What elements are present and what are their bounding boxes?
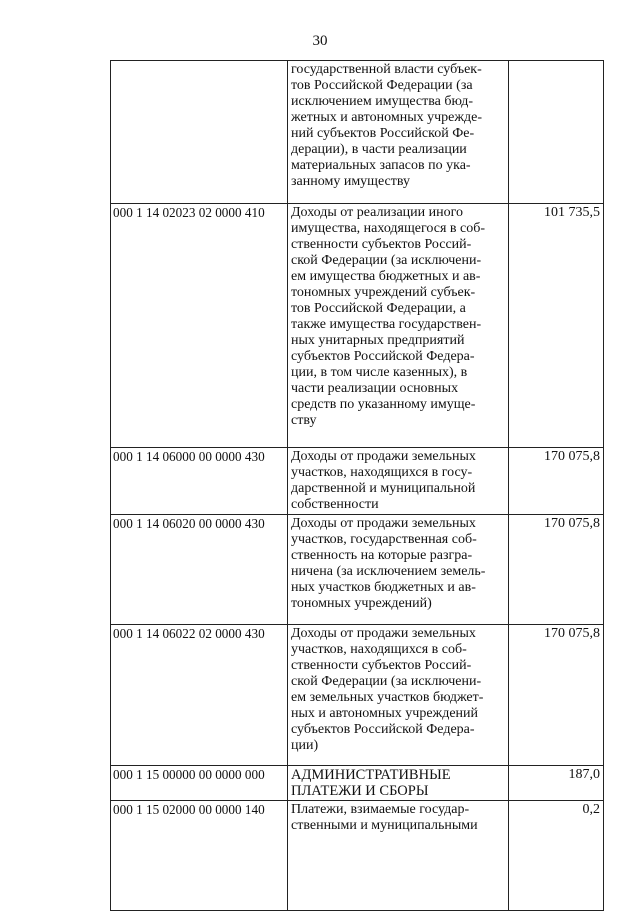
revenue-name-cell: Доходы от продажи земельных участков, государственная соб- ственность на которые разгра- ничена (за исключением земель- ных участков бюджетных и ав- тономных учреждений) — [288, 515, 509, 625]
revenue-name-cell: Доходы от реализации иного имущества, находящегося в соб- ственности субъектов Россий- ской Федерации (за исключени- ем имущества бюджетных и ав- тономных учреждений субъек- тов Российской Федерации, а также имущества государствен- ных унитарных предприятий субъектов Российской Федера- ции, в том числе казенных), в части реализации основных средств по указанному имуще- ству — [288, 204, 509, 448]
table-row — [111, 448, 604, 515]
table-row — [111, 766, 604, 801]
revenue-name-cell: Платежи, взимаемые государ- ственными и муниципальными — [288, 801, 509, 911]
revenue-name-cell: Доходы от продажи земельных участков, находящихся в госу- дарственной и муниципальной собственности — [288, 448, 509, 515]
table-row — [111, 61, 604, 204]
revenue-code-cell: 000 1 14 06020 00 0000 430 — [111, 515, 288, 625]
revenue-amount-cell: 170 075,8 — [509, 448, 604, 515]
revenue-code-cell — [111, 61, 288, 204]
table-row — [111, 801, 604, 911]
revenue-code-cell: 000 1 14 06022 02 0000 430 — [111, 625, 288, 766]
revenue-amount-cell: 187,0 — [509, 766, 604, 801]
table-row — [111, 515, 604, 625]
revenue-amount-cell: 101 735,5 — [509, 204, 604, 448]
page-number: 30 — [312, 33, 328, 49]
revenue-code-cell: 000 1 15 00000 00 0000 000 — [111, 766, 288, 801]
revenue-amount-cell: 170 075,8 — [509, 515, 604, 625]
revenue-name-cell: Доходы от продажи земельных участков, находящихся в соб- ственности субъектов Россий- ской Федерации (за исключени- ем земельных участков бюджет- ных и автономных учреждений субъектов Российской Федера- ции) — [288, 625, 509, 766]
revenue-name-cell: АДМИНИСТРАТИВНЫЕ ПЛАТЕЖИ И СБОРЫ — [288, 766, 509, 801]
budget-revenue-table — [110, 60, 604, 911]
table-row — [111, 625, 604, 766]
revenue-amount-cell: 0,2 — [509, 801, 604, 911]
revenue-amount-cell — [509, 61, 604, 204]
revenue-code-cell: 000 1 14 06000 00 0000 430 — [111, 448, 288, 515]
table-row — [111, 204, 604, 448]
revenue-amount-cell: 170 075,8 — [509, 625, 604, 766]
revenue-name-cell: государственной власти субъек- тов Российской Федерации (за исключением имущества бюд- жетных и автономных учрежде- ний субъектов Российской Фе- дерации), в части реализации материальных запасов по ука- занному имуществу — [288, 61, 509, 204]
revenue-code-cell: 000 1 15 02000 00 0000 140 — [111, 801, 288, 911]
revenue-code-cell: 000 1 14 02023 02 0000 410 — [111, 204, 288, 448]
